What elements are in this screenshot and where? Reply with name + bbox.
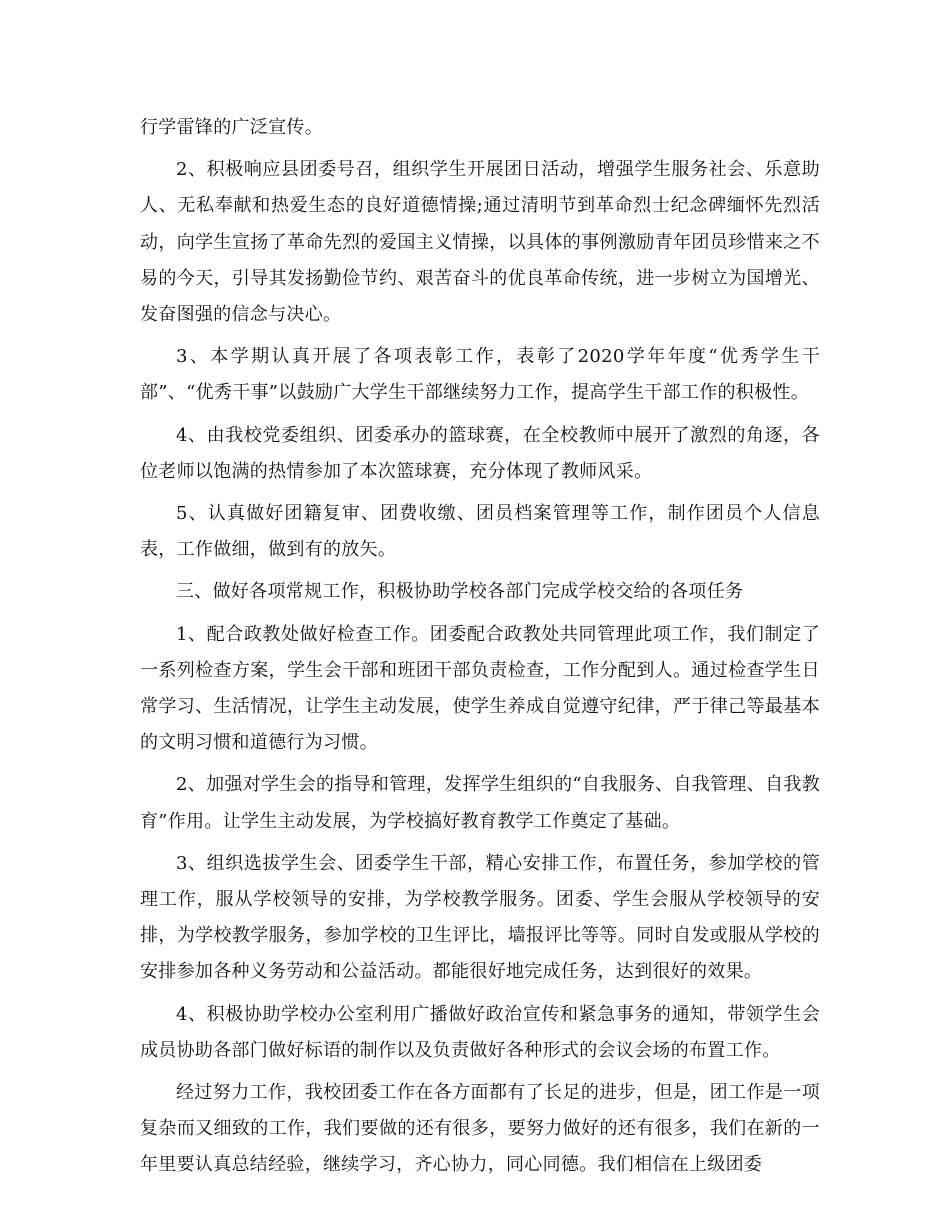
paragraph-10: 4、积极协助学校办公室利用广播做好政治宣传和紧急事务的通知，带领学生会成员协助各部门做好标语的制作以及负责做好各种形式的会议会场的布置工作。 [140, 1003, 820, 1061]
paragraph-9: 3、组织选拔学生会、团委学生干部，精心安排工作，布置任务，参加学校的管理工作，服从学校领导的安排，为学校教学服务。团委、学生会服从学校领导的安排，为学校教学服务，参加学校的卫生评比，墙报评比等等。同时自发或服从学校的安排参加各种义务劳动和公益活动。都能很好地完成任务，达到很好的效果。 [140, 852, 820, 983]
paragraph-4: 4、由我校党委组织、团委承办的篮球赛，在全校教师中展开了激烈的角逐，各位老师以饱满的热情参加了本次篮球赛，充分体现了教师风采。 [140, 424, 820, 482]
paragraph-11: 经过努力工作，我校团委工作在各方面都有了长足的进步，但是，团工作是一项复杂而又细致的工作，我们要做的还有很多，要努力做好的还有很多，我们在新的一年里要认真总结经验，继续学习，齐心协力，同心同德。我们相信在上级团委 [140, 1082, 820, 1176]
paragraph-1: 行学雷锋的广泛宣传。 [140, 117, 323, 138]
paragraph-2: 2、积极响应县团委号召，组织学生开展团日活动，增强学生服务社会、乐意助人、无私奉献和热爱生态的良好道德情操;通过清明节到革命烈士纪念碑缅怀先烈活动，向学生宣扬了革命先烈的爱国主义情操，以具体的事例激励青年团员珍惜来之不易的今天，引导其发扬勤俭节约、艰苦奋斗的优良革命传统，进一步树立为国增光、发奋图强的信念与决心。 [140, 159, 820, 326]
paragraph-8: 2、加强对学生会的指导和管理，发挥学生组织的“自我服务、自我管理、自我教育”作用。让学生主动发展，为学校搞好教育教学工作奠定了基础。 [140, 774, 820, 832]
paragraph-7: 1、配合政教处做好检查工作。团委配合政教处共同管理此项工作，我们制定了一系列检查方案，学生会干部和班团干部负责检查，工作分配到人。通过检查学生日常学习、生活情况，让学生主动发展，使学生养成自觉遵守纪律，严于律己等最基本的文明习惯和道德行为习惯。 [140, 623, 820, 754]
document-body [140, 110, 820, 1190]
paragraph-3: 3、本学期认真开展了各项表彰工作，表彰了2020学年年度“优秀学生干部”、“优秀干事”以鼓励广大学生干部继续努力工作，提高学生干部工作的积极性。 [140, 346, 820, 404]
section-heading-3: 三、做好各项常规工作，积极协助学校各部门完成学校交给的各项任务 [176, 581, 744, 603]
paragraph-5: 5、认真做好团籍复审、团费收缴、团员档案管理等工作，制作团员个人信息表，工作做细，做到有的放矢。 [140, 503, 820, 561]
